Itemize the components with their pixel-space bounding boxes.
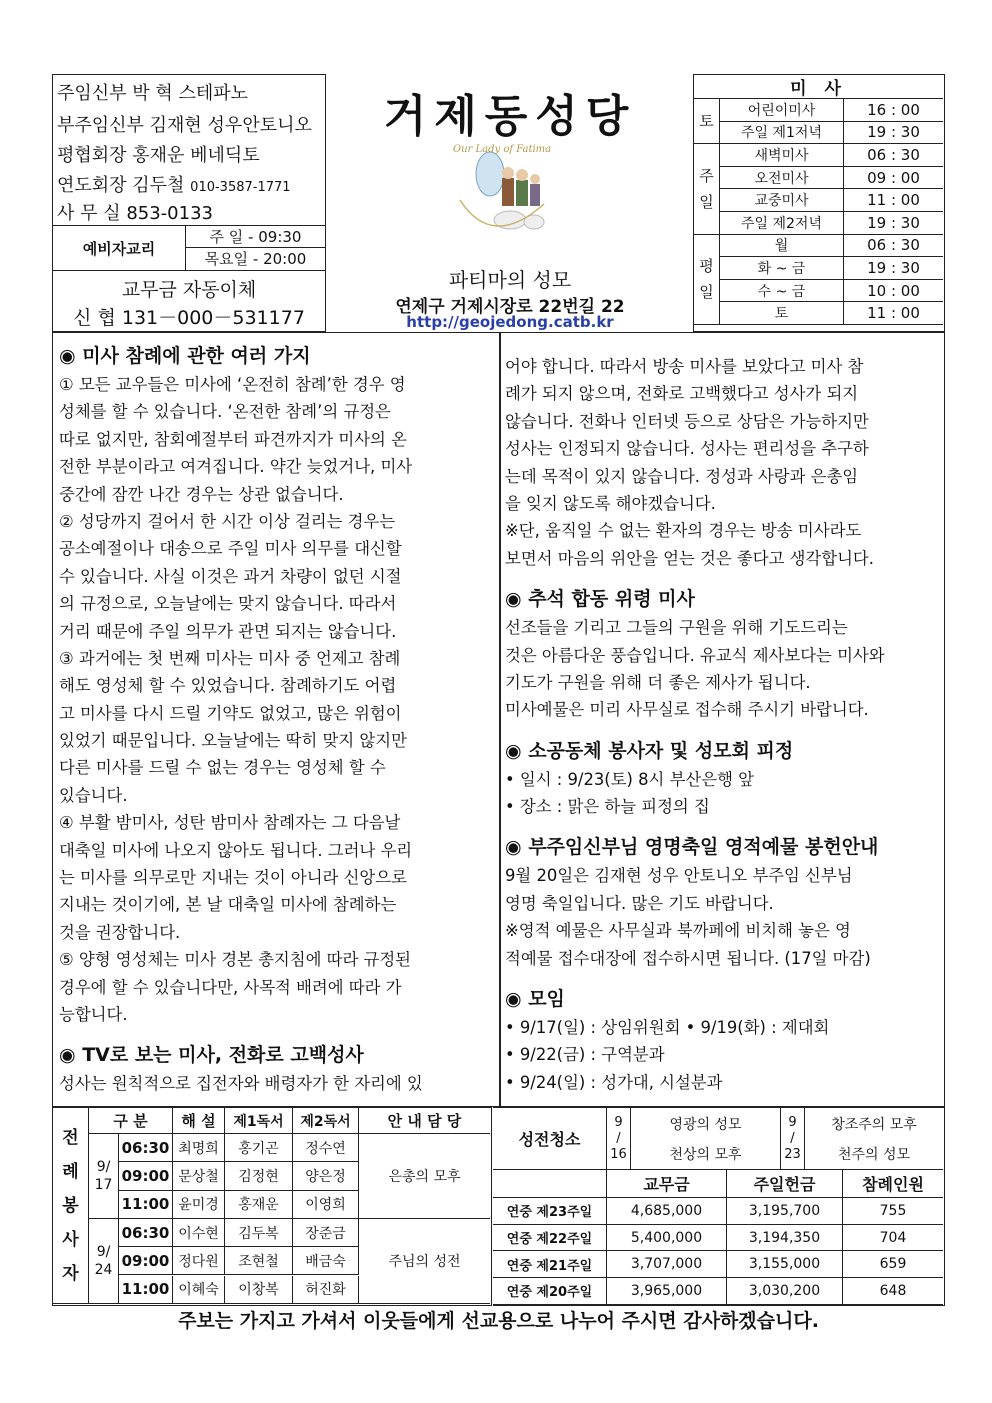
text-line: 지내는 것이기에, 본 날 대축일 미사에 참례하는 — [59, 895, 397, 915]
text-line: 해도 영성체 할 수 있었습니다. 참례하기도 어렵 — [59, 676, 397, 696]
text-line: 대축일 미사에 나오지 않아도 됩니다. 그러나 우리 — [59, 840, 413, 860]
finance-value: 3,155,000 — [727, 1251, 843, 1278]
text-line: 공소예절이나 대송으로 주일 미사 의무를 대신할 — [59, 539, 402, 559]
text-line: 따로 없지만, 참회예절부터 파견까지가 미사의 온 — [59, 429, 407, 449]
mass-time: 16 : 00 — [844, 99, 943, 122]
text-line: 의 규정으로, 오늘날에는 맞지 않습니다. 따라서 — [59, 594, 397, 614]
finance-value: 659 — [843, 1251, 943, 1278]
church-website-link[interactable]: http://geojedong.catb.kr — [406, 313, 614, 331]
header-info-box — [52, 74, 326, 332]
header-commentator: 해 설 — [173, 1108, 225, 1134]
commentator: 이수현 — [173, 1219, 225, 1247]
mass-title: 미 사 — [694, 75, 943, 99]
finance-value: 3,030,200 — [727, 1278, 843, 1305]
mass-time: 11 : 00 — [844, 302, 943, 325]
date-part: / — [790, 1130, 795, 1146]
text-line: 기도가 구원을 위해 더 좋은 제사가 됩니다. — [505, 672, 811, 692]
catechumen-thursday: 목요일 - 20:00 — [204, 250, 307, 268]
logo-caption: Our Lady of Fatima — [452, 144, 552, 155]
mass-schedule — [693, 74, 945, 332]
mass-time: 10 : 00 — [844, 280, 943, 303]
finance-value: 3,194,350 — [727, 1225, 843, 1252]
finance-week: 연중 제21주일 — [493, 1251, 607, 1278]
text-line: 않습니다. 전화나 인터넷 등으로 상담은 가능하지만 — [505, 411, 869, 431]
mass-time: 09 : 00 — [844, 167, 943, 190]
mass-group-label: 토 — [694, 99, 720, 144]
commentator: 최명희 — [173, 1134, 225, 1162]
mass-name: 화 ~ 금 — [720, 257, 844, 280]
text-line: 미사예물은 미리 사무실로 접수해 주시기 바랍니다. — [505, 700, 869, 720]
side-char: 례 — [62, 1161, 79, 1182]
service-time: 09:00 — [119, 1162, 173, 1190]
date-part: 9 — [614, 1114, 623, 1130]
servers-side-label — [53, 1108, 89, 1304]
cleaning-group: 천상의 모후 — [631, 1139, 781, 1170]
finance-value: 3,965,000 — [607, 1278, 727, 1305]
text-line: 경우에 할 수 있습니다만, 사목적 배려에 따라 가 — [59, 977, 402, 997]
header-reading2: 제2독서 — [293, 1108, 359, 1134]
text-line: 고 미사를 다시 드릴 기약도 없었고, 많은 위험이 — [59, 703, 402, 723]
text-line: 을 잊지 않도록 해야겠습니다. — [505, 493, 716, 513]
footer-note: 주보는 가지고 가셔서 이웃들에게 선교용으로 나누어 주시면 감사하겠습니다. — [178, 1310, 819, 1332]
mass-time: 06 : 30 — [844, 144, 943, 167]
right-column — [505, 353, 885, 1096]
mass-group-label: 주일 — [694, 144, 720, 234]
text-line: • 9/22(금) : 구역분과 — [505, 1045, 665, 1065]
text-line: 것은 아름다운 풍습입니다. 유교식 제사보다는 미사와 — [505, 645, 885, 665]
reader1: 조현철 — [225, 1247, 293, 1275]
text-line: 적예물 접수대장에 접수하시면 됩니다. (17일 마감) — [505, 948, 871, 968]
side-char: 사 — [62, 1229, 79, 1250]
mass-time: 19 : 30 — [844, 257, 943, 280]
bulletin-body — [52, 332, 945, 1107]
text-line: ④ 부활 밤미사, 성탄 밤미사 참례자는 그 다음날 — [59, 813, 401, 833]
finance-value: 4,685,000 — [607, 1198, 727, 1225]
service-date: 9/17 — [89, 1134, 119, 1219]
memorial-president-line — [57, 171, 291, 197]
cleaning-group: 창조주의 모후 — [831, 1116, 917, 1133]
text-line: 중간에 잠깐 나간 경우는 상관 없습니다. — [59, 484, 344, 504]
service-time: 09:00 — [119, 1247, 173, 1275]
mass-name: 수 ~ 금 — [720, 280, 844, 303]
text-line: ◉ 모임 — [505, 988, 565, 1011]
text-line: ※단, 움직일 수 없는 환자의 경우는 방송 미사라도 — [505, 521, 862, 541]
cleaning-label: 성전청소 — [493, 1108, 607, 1170]
text-line: ② 성당까지 걸어서 한 시간 이상 걸리는 경우는 — [59, 511, 396, 531]
finance-value: 704 — [843, 1225, 943, 1252]
mass-name: 교중미사 — [720, 189, 844, 212]
finance-value: 3,195,700 — [727, 1198, 843, 1225]
text-line: ① 모든 교우들은 미사에 ‘온전히 참례’한 경우 영 — [59, 375, 406, 394]
header-reading1: 제1독서 — [225, 1108, 293, 1134]
mass-time: 11 : 00 — [844, 189, 943, 212]
reader2: 배금숙 — [293, 1247, 359, 1275]
text-line: 영명 축일입니다. 많은 기도 바랍니다. — [505, 893, 774, 913]
text-line: 거리 때문에 주일 의무가 관면 되지는 않습니다. — [59, 621, 397, 641]
mass-name: 어린이미사 — [720, 99, 844, 122]
liturgy-servers-table — [52, 1107, 492, 1306]
text-line: 보면서 마음의 위안을 얻는 것은 좋다고 생각합니다. — [505, 548, 874, 568]
church-name: 거제동성당 — [383, 91, 637, 142]
cleaning-date — [781, 1108, 805, 1170]
text-line: 성사는 원칙적으로 집전자와 배령자가 한 자리에 있 — [59, 1074, 423, 1094]
text-line: ③ 과거에는 첫 번째 미사는 미사 중 언제고 참례 — [59, 648, 401, 668]
commentator: 문상철 — [173, 1162, 225, 1190]
mass-name: 주일 제1저녁 — [720, 122, 844, 145]
catechumen-schedule — [53, 225, 325, 271]
reader1: 홍기곤 — [225, 1134, 293, 1162]
finance-week: 연중 제23주일 — [493, 1198, 607, 1225]
council-president-line: 평협회장 홍재운 베네딕토 — [57, 145, 260, 166]
text-line: • 장소 : 맑은 하늘 피정의 집 — [505, 797, 710, 817]
text-line: 있었기 때문입니다. 오늘날에는 딱히 맞지 않지만 — [59, 731, 407, 751]
text-line: ◉ TV로 보는 미사, 전화로 고백성사 — [59, 1044, 364, 1067]
reader2: 양은정 — [293, 1162, 359, 1190]
mass-name: 토 — [720, 302, 844, 325]
memorial-president-phone: 010-3587-1771 — [190, 180, 291, 195]
header-category: 구 분 — [89, 1108, 173, 1134]
commentator: 이혜숙 — [173, 1276, 225, 1304]
text-line: 수 있습니다. 사실 이것은 과거 차량이 없던 시절 — [59, 566, 402, 586]
text-line: 례가 되지 않으며, 전화로 고백했다고 성사가 되지 — [505, 384, 859, 404]
cleaning-group: 영광의 성모 — [631, 1108, 781, 1139]
reader1: 김정현 — [225, 1162, 293, 1190]
text-line: 어야 합니다. 따라서 방송 미사를 보았다고 미사 참 — [505, 357, 864, 376]
date-part: 23 — [784, 1146, 801, 1162]
text-line: 다른 미사를 드릴 수 없는 경우는 영성체 할 수 — [59, 758, 386, 778]
cleaning-and-finance — [493, 1107, 945, 1306]
text-line: 능합니다. — [59, 1004, 128, 1024]
side-char: 자 — [62, 1263, 79, 1284]
reader2: 정수연 — [293, 1134, 359, 1162]
finance-week: 연중 제20주일 — [493, 1278, 607, 1305]
mass-name: 새벽미사 — [720, 144, 844, 167]
date-part: 16 — [610, 1146, 627, 1162]
service-time: 11:00 — [119, 1191, 173, 1219]
text-line: • 일시 : 9/23(토) 8시 부산은행 앞 — [505, 769, 754, 789]
text-line: ※영적 예물은 사무실과 북까페에 비치해 놓은 영 — [505, 921, 851, 941]
text-line: • 9/24(일) : 성가대, 시설분과 — [505, 1072, 723, 1092]
date-part: 9 — [788, 1114, 797, 1130]
text-line: ◉ 소공동체 봉사자 및 성모회 피정 — [505, 739, 794, 762]
finance-value: 3,707,000 — [607, 1251, 727, 1278]
fatima-logo — [452, 140, 552, 260]
reader2: 장준금 — [293, 1219, 359, 1247]
finance-header: 참례인원 — [843, 1170, 943, 1198]
side-char: 봉 — [62, 1195, 79, 1216]
finance-value: 5,400,000 — [607, 1225, 727, 1252]
finance-week: 연중 제22주일 — [493, 1225, 607, 1252]
commentator: 윤미경 — [173, 1191, 225, 1219]
service-time: 11:00 — [119, 1276, 173, 1304]
finance-value: 648 — [843, 1278, 943, 1305]
reader1: 김두복 — [225, 1219, 293, 1247]
left-column — [59, 341, 423, 1098]
mass-time: 06 : 30 — [844, 235, 943, 258]
text-line: 성체를 할 수 있습니다. ‘온전한 참례’의 규정은 — [59, 402, 391, 422]
service-time: 06:30 — [119, 1134, 173, 1162]
cleaning-date — [607, 1108, 631, 1170]
catechumen-label: 예비자교리 — [53, 226, 186, 270]
text-line — [505, 820, 885, 832]
header-guide: 안 내 담 당 — [359, 1108, 490, 1134]
reader1: 홍재운 — [225, 1191, 293, 1219]
text-line: 는데 목적이 있지 않습니다. 정성과 사랑과 은총임 — [505, 466, 859, 486]
reader1: 이창복 — [225, 1276, 293, 1304]
text-line: ◉ 부주임신부님 영명축일 영적예물 봉헌안내 — [505, 836, 879, 859]
text-line: 9월 20일은 김재현 성우 안토니오 부주임 신부님 — [505, 866, 853, 886]
text-line: • 9/17(일) : 상임위원회 • 9/19(화) : 제대회 — [505, 1018, 830, 1038]
assistant-pastor-line: 부주임신부 김재현 성우안토니오 — [57, 115, 312, 136]
church-address: 연제구 거제시장로 22번길 22 — [395, 297, 625, 317]
finance-corner — [493, 1170, 607, 1198]
text-line: 있습니다. — [59, 785, 128, 805]
mass-group-label: 평일 — [694, 235, 720, 325]
mass-name: 월 — [720, 235, 844, 258]
service-date: 9/24 — [89, 1219, 119, 1304]
office-phone-line: 사 무 실 853-0133 — [57, 203, 213, 224]
finance-header: 교무금 — [607, 1170, 727, 1198]
guide-group: 은총의 모후 — [359, 1134, 490, 1219]
text-line: 것을 권장합니다. — [59, 922, 181, 942]
mass-name: 오전미사 — [720, 167, 844, 190]
text-line — [505, 724, 885, 736]
patron-name: 파티마의 성모 — [448, 268, 572, 292]
reader2: 이영희 — [293, 1191, 359, 1219]
memorial-president-name: 연도회장 김두철 — [57, 175, 185, 196]
date-part: / — [616, 1130, 621, 1146]
text-line: 성사는 인정되지 않습니다. 성사는 편리성을 추구하 — [505, 439, 869, 459]
offering-title: 교무금 자동이체 — [121, 279, 257, 301]
text-line — [59, 1028, 423, 1040]
catechumen-sunday: 주 일 - 09:30 — [186, 226, 325, 248]
finance-value: 755 — [843, 1198, 943, 1225]
finance-header: 주일헌금 — [727, 1170, 843, 1198]
offering-account: 신 협 131－000－531177 — [73, 307, 305, 329]
mass-time: 19 : 30 — [844, 212, 943, 235]
text-line — [505, 572, 885, 584]
cleaning-group: 천주의 성모 — [805, 1139, 943, 1170]
text-line: ◉ 추석 합동 위령 미사 — [505, 588, 695, 611]
text-line: ⑤ 양형 영성체는 미사 경본 총지침에 따라 규정된 — [59, 950, 411, 970]
mass-name: 주일 제2저녁 — [720, 212, 844, 235]
text-line: 전한 부분이라고 여겨집니다. 약간 늦었거나, 미사 — [59, 457, 413, 477]
pastor-line: 주임신부 박 혁 스테파노 — [57, 83, 249, 104]
guide-group: 주님의 성전 — [359, 1219, 490, 1304]
side-char: 전 — [62, 1127, 79, 1148]
text-line: 는 미사를 의무로만 지내는 것이 아니라 신앙으로 — [59, 868, 407, 888]
text-line — [505, 972, 885, 984]
text-line: 선조들을 기리고 그들의 구원을 위해 기도드리는 — [505, 618, 848, 638]
reader2: 허진화 — [293, 1276, 359, 1304]
service-time: 06:30 — [119, 1219, 173, 1247]
commentator: 정다원 — [173, 1247, 225, 1275]
mass-time: 19 : 30 — [844, 122, 943, 145]
text-line: ◉ 미사 참례에 관한 여러 가지 — [59, 345, 311, 367]
